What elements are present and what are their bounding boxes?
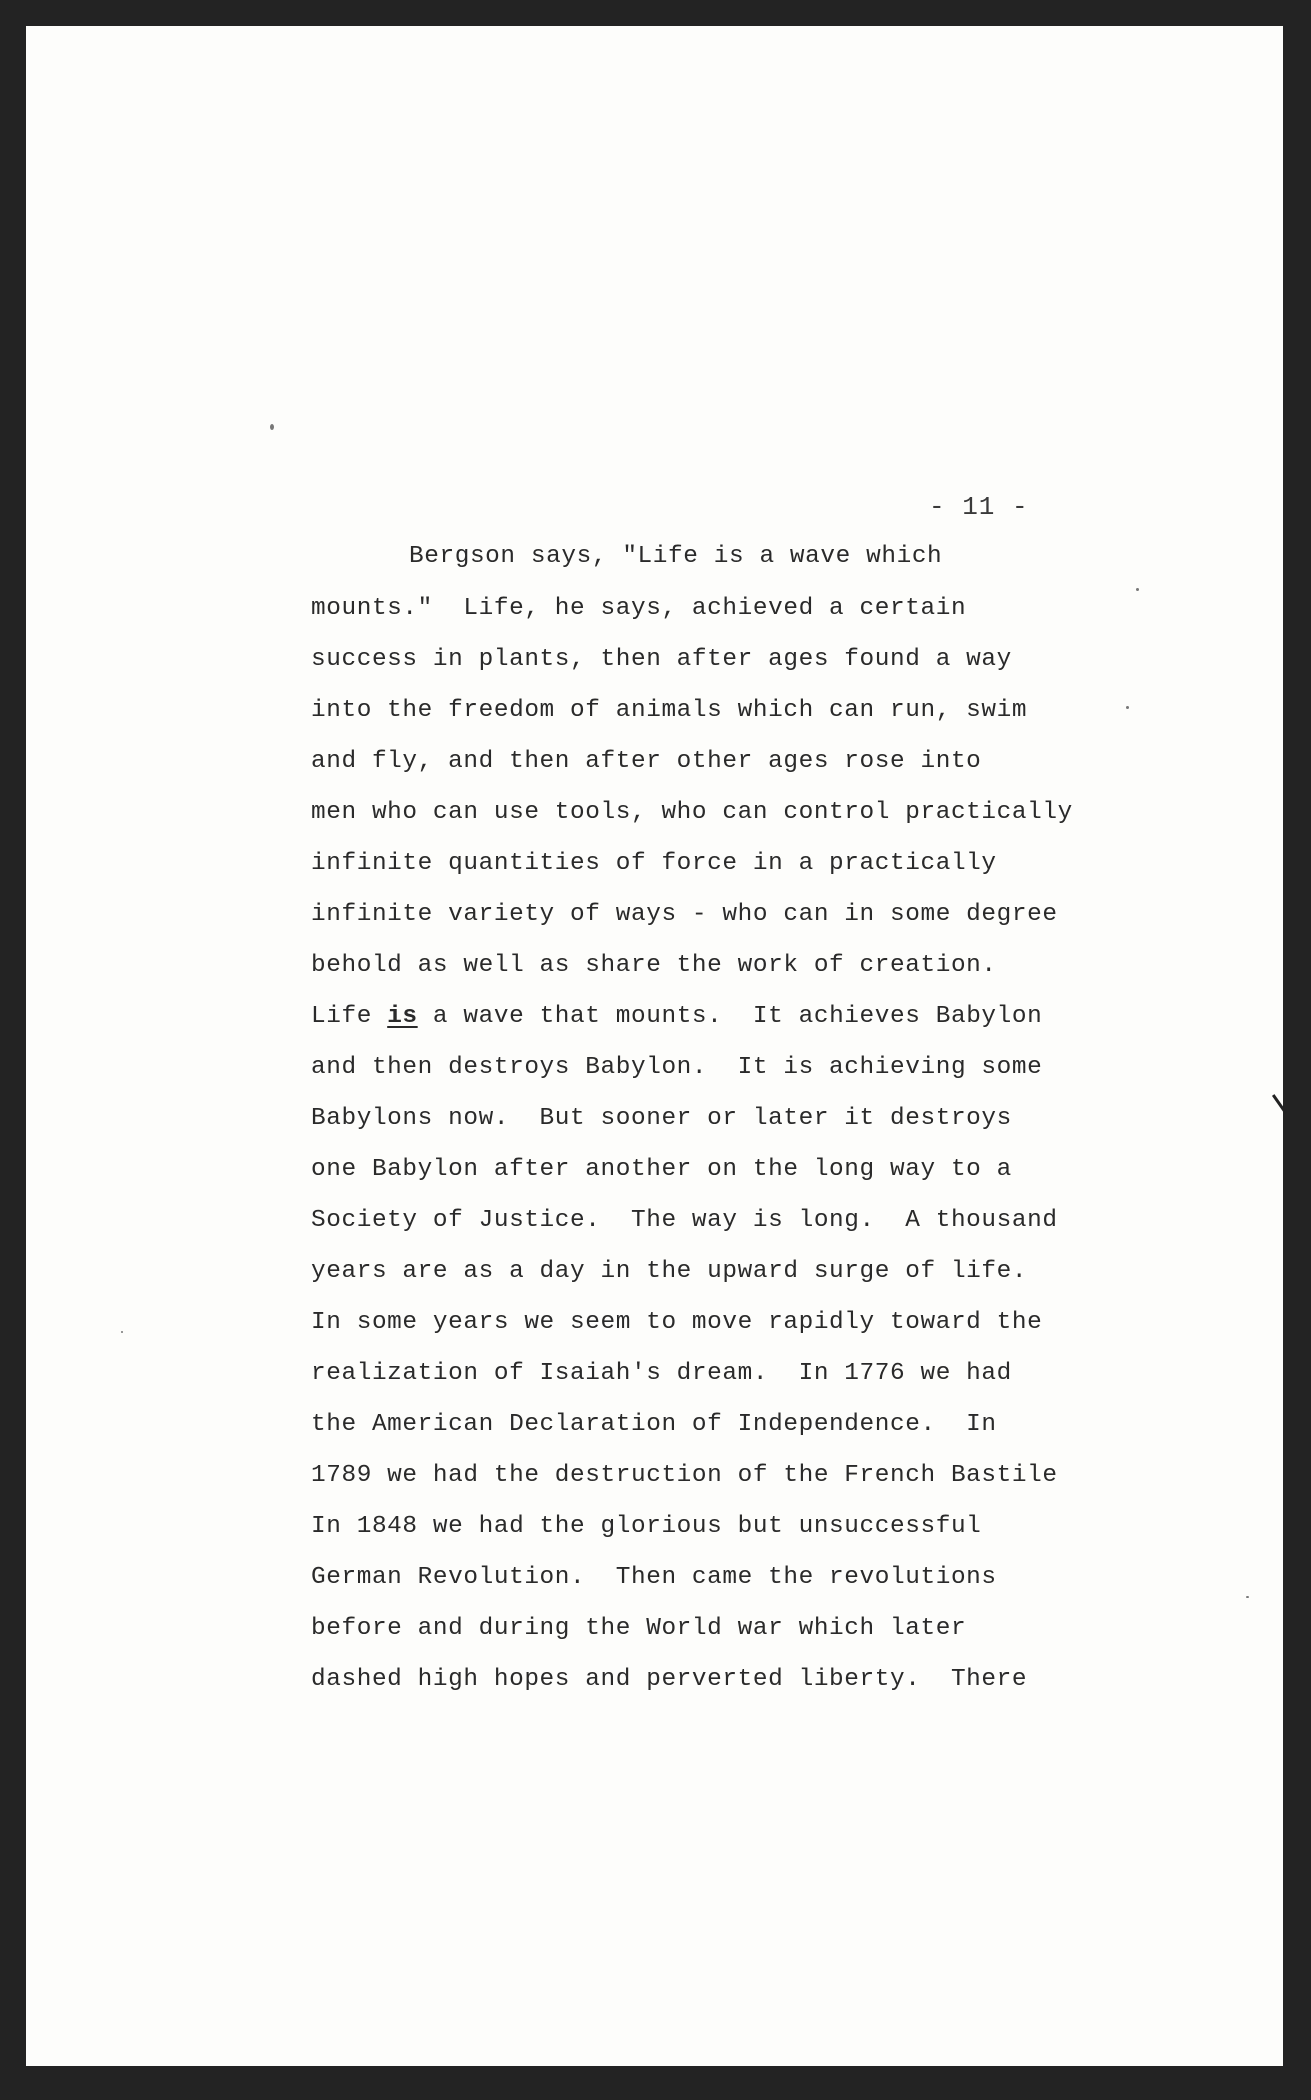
typewritten-page bbox=[26, 26, 1283, 2066]
scan-speck bbox=[1136, 588, 1139, 591]
text-line: mounts." Life, he says, achieved a certain bbox=[311, 595, 967, 622]
text-line: Society of Justice. The way is long. A thousand bbox=[311, 1207, 1058, 1234]
scan-speck bbox=[121, 1331, 123, 1333]
text-line: infinite variety of ways - who can in some degree bbox=[311, 901, 1058, 928]
text-line: In some years we seem to move rapidly toward the bbox=[311, 1309, 1043, 1336]
underlined-word: is bbox=[387, 1003, 418, 1030]
text-line: and then destroys Babylon. It is achieving some bbox=[311, 1054, 1043, 1081]
text-line: success in plants, then after ages found a way bbox=[311, 646, 1012, 673]
text-line: years are as a day in the upward surge of life. bbox=[311, 1258, 1028, 1285]
text-line: Babylons now. But sooner or later it destroys bbox=[311, 1105, 1012, 1132]
text-line: German Revolution. Then came the revolutions bbox=[311, 1564, 997, 1591]
text-segment: a wave that mounts. It achieves Babylon bbox=[417, 1003, 1043, 1030]
text-segment: Life bbox=[311, 1003, 388, 1030]
text-line: Bergson says, "Life is a wave which bbox=[409, 543, 943, 570]
scan-speck bbox=[270, 424, 274, 430]
text-line-emphasis bbox=[311, 1002, 1042, 1032]
text-line: dashed high hopes and perverted liberty. There bbox=[311, 1666, 1028, 1693]
text-line: infinite quantities of force in a practically bbox=[311, 850, 997, 877]
text-line: In 1848 we had the glorious but unsuccessful bbox=[311, 1513, 982, 1540]
text-line: one Babylon after another on the long way to a bbox=[311, 1156, 1012, 1183]
page-number: - 11 - bbox=[929, 492, 1029, 522]
scan-speck bbox=[1126, 706, 1129, 709]
text-line: and fly, and then after other ages rose into bbox=[311, 748, 982, 775]
text-line: realization of Isaiah's dream. In 1776 we had bbox=[311, 1360, 1012, 1387]
scan-speck bbox=[1246, 1596, 1249, 1598]
text-line: behold as well as share the work of creation. bbox=[311, 952, 997, 979]
text-line: into the freedom of animals which can run, swim bbox=[311, 697, 1028, 724]
text-line: men who can use tools, who can control practically bbox=[311, 799, 1073, 826]
text-line: before and during the World war which later bbox=[311, 1615, 967, 1642]
text-line: 1789 we had the destruction of the French Bastile bbox=[311, 1462, 1058, 1489]
text-line: the American Declaration of Independence. In bbox=[311, 1411, 997, 1438]
